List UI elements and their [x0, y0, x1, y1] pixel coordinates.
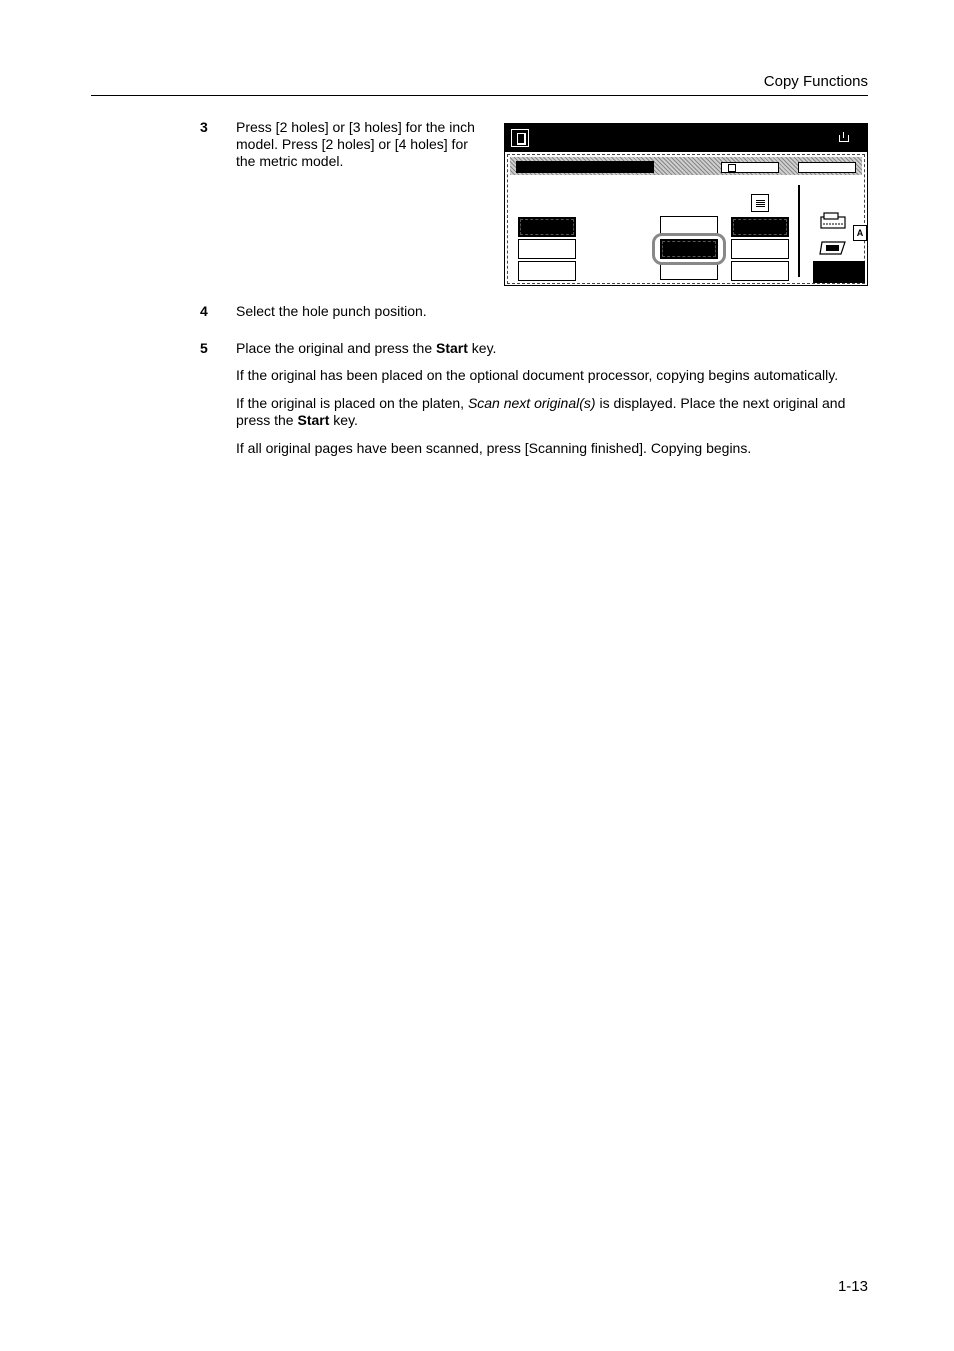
power-icon	[839, 132, 849, 142]
operation-panel-illustration	[504, 123, 868, 286]
text-span: is displayed. Place the next original and press the	[236, 395, 846, 428]
panel-side-button[interactable]	[813, 261, 865, 283]
step-5-line1	[236, 340, 868, 357]
panel-option-button[interactable]	[731, 239, 789, 259]
step-3-number: 3	[200, 119, 208, 135]
step-4-number: 4	[200, 303, 208, 319]
panel-title-bar	[505, 124, 867, 152]
text-span: key.	[329, 412, 358, 428]
step-3-text: Press [2 holes] or [3 holes] for the inch model. Press [2 holes] or [4 holes] for the metric model.	[236, 119, 475, 169]
lock-icon: A	[853, 225, 867, 241]
document-icon	[511, 129, 529, 147]
header-title: Copy Functions	[763, 73, 868, 90]
step-5-para2: If the original has been placed on the optional document processor, copying begins automatically.	[236, 367, 839, 383]
text-span: key.	[467, 340, 497, 356]
panel-divider	[798, 185, 800, 277]
start-key-label: Start	[297, 412, 330, 428]
step-4-text: Select the hole punch position.	[236, 303, 427, 319]
header-divider	[91, 95, 868, 96]
panel-screen	[507, 154, 865, 284]
step-5-para3	[236, 395, 868, 429]
panel-option-button[interactable]	[731, 261, 789, 281]
panel-option-button[interactable]	[518, 217, 576, 237]
panel-option-button[interactable]	[518, 239, 576, 259]
panel-status-button[interactable]	[798, 162, 856, 173]
step-5-number: 5	[200, 340, 208, 356]
selection-highlight	[652, 233, 726, 265]
page-number: 1-13	[837, 1278, 868, 1295]
machine-icon	[819, 211, 849, 231]
sheet-icon	[751, 194, 769, 212]
scan-next-message: Scan next original(s)	[467, 395, 596, 411]
text-span: Place the original and press the	[236, 340, 437, 356]
status-message	[516, 161, 654, 173]
step-5-para4: If all original pages have been scanned, press [Scanning finished]. Copying begins.	[236, 440, 752, 456]
panel-status-bar	[510, 157, 862, 175]
machine-icon	[819, 239, 849, 257]
panel-option-button[interactable]	[731, 217, 789, 237]
panel-option-button[interactable]	[518, 261, 576, 281]
text-span: If the original is placed on the platen,	[236, 395, 468, 411]
start-key-label: Start	[436, 340, 468, 356]
panel-status-button[interactable]	[721, 162, 779, 173]
